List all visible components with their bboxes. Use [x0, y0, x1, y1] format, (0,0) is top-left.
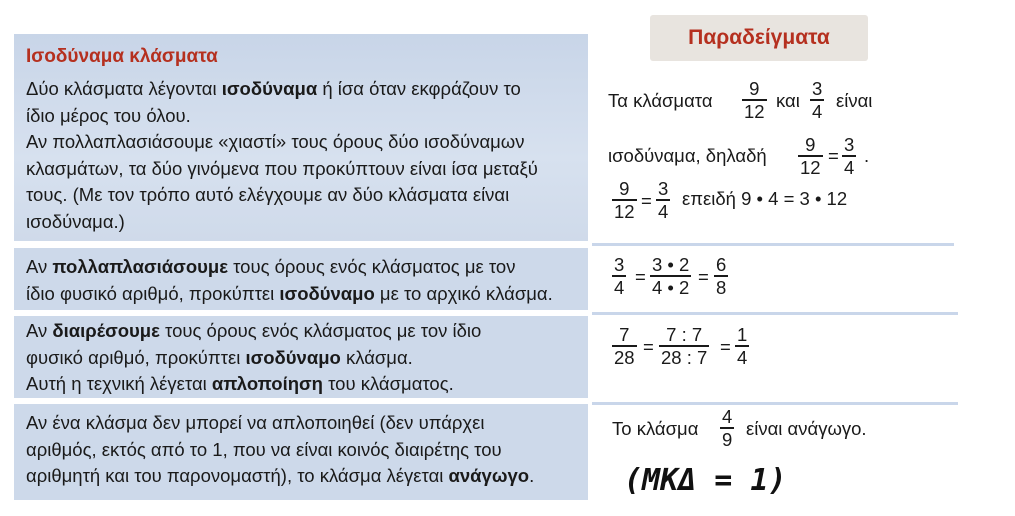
divider: [592, 312, 958, 315]
ex4-text-post: είναι ανάγωγο.: [746, 418, 867, 439]
equals-sign: =: [828, 145, 839, 166]
fraction: 1 4: [737, 324, 748, 368]
ex1-text-post: είναι: [836, 90, 873, 111]
fraction: 3 4: [844, 134, 855, 178]
fraction: 3 4: [614, 254, 625, 298]
fraction: 9 12: [800, 134, 821, 178]
fraction: 3 4: [812, 78, 823, 122]
equals-sign: =: [643, 336, 654, 357]
ex4-text-pre: Το κλάσμα: [612, 418, 699, 439]
fraction: 4 9: [722, 406, 733, 450]
fraction: 3 4: [658, 178, 669, 222]
fraction: 7 : 7 28 : 7: [661, 324, 708, 368]
handwritten-note: [622, 458, 802, 502]
equals-sign: =: [635, 266, 646, 287]
ex1-text-pre: Τα κλάσματα: [608, 90, 713, 111]
fraction: 9 12: [614, 178, 635, 222]
section-title: Ισοδύναμα κλάσματα: [26, 46, 218, 67]
equals-sign: =: [720, 336, 731, 357]
examples-badge: Παραδείγματα: [650, 15, 868, 61]
divide-rule-text: Αν διαιρέσουμε τους όρους ενός κλάσματος με τον ίδιο φυσικό αριθμό, προκύπτει ισοδύναμο κλάσμα. Αυτή η τεχνική λέγεται απλοποίηση του κλάσματος.: [26, 320, 482, 394]
divider: [592, 402, 958, 405]
irreducible-rule-text: Αν ένα κλάσμα δεν μπορεί να απλοποιηθεί (δεν υπάρχει αριθμός, εκτός από το 1, που να είναι κοινός διαιρέτης του αριθμητή και του παρονομαστή), το κλάσμα λέγεται ανάγωγο.: [26, 412, 535, 486]
divider: [592, 243, 954, 246]
ex1-because: επειδή 9 • 4 = 3 • 12: [682, 188, 848, 209]
ex1-text-and: και: [776, 90, 800, 111]
fraction: 9 12: [744, 78, 765, 122]
fraction: 3 • 2 4 • 2: [652, 254, 690, 298]
multiply-rule-text: Αν πολλαπλασιάσουμε τους όρους ενός κλάσματος με τον ίδιο φυσικό αριθμό, προκύπτει ισοδύναμο με το αρχικό κλάσμα.: [26, 256, 553, 304]
period: .: [864, 145, 870, 166]
equals-sign: =: [698, 266, 709, 287]
equals-sign: =: [641, 190, 652, 211]
fraction: 6 8: [716, 254, 727, 298]
definition-text: Δύο κλάσματα λέγονται ισοδύναμα ή ίσα όταν εκφράζουν το ίδιο μέρος του όλου. Αν πολλαπλασιάσουμε «χιαστί» τους όρους δύο ισοδύναμων κλασμάτων, τα δύο γινόμενα που προκύπτουν είναι ίσα μεταξύ τους. (Με τον τρόπο αυτό ελέγχουμε αν δύο κλάσματα είναι ισοδύναμα.): [26, 78, 538, 232]
handwritten-gcd: (ΜΚΔ = 1): [624, 463, 787, 498]
fraction: 7 28: [614, 324, 635, 368]
ex1-text-line2: ισοδύναμα, δηλαδή: [608, 145, 767, 166]
